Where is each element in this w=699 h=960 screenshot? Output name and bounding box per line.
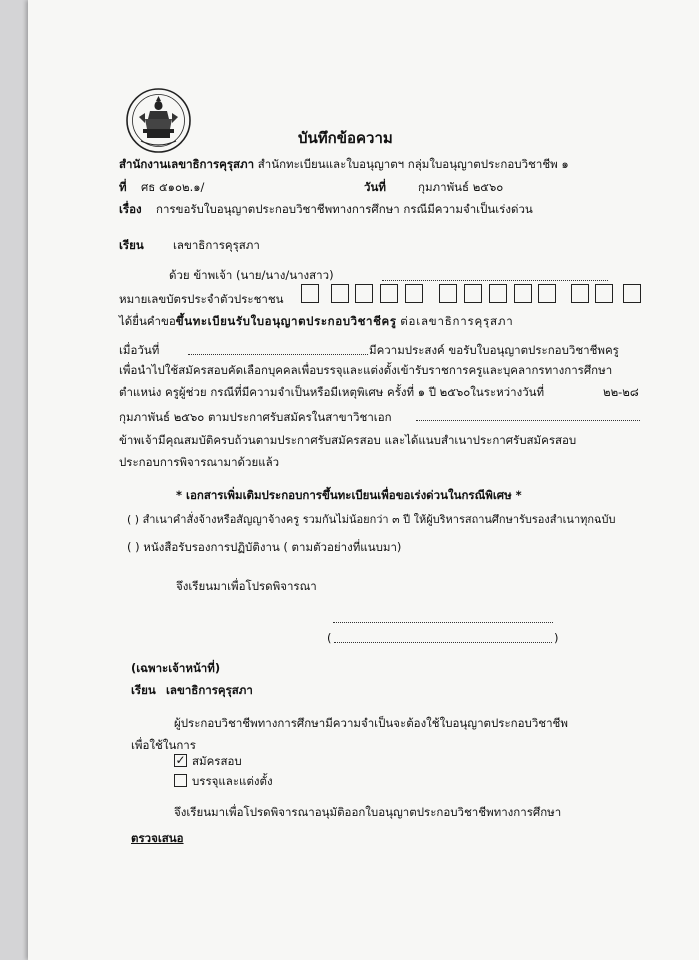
- subject-value: การขอรับใบอนุญาตประกอบวิชาชีพทางการศึกษา กรณีมีความจำเป็นเร่งด่วน: [156, 202, 533, 216]
- id-digit-box[interactable]: [439, 284, 457, 303]
- staff-to-label: เรียน: [131, 683, 156, 697]
- date-range: ๒๒-๒๘: [603, 385, 639, 399]
- id-card-label: หมายเลขบัตรประจำตัวประชาชน: [119, 292, 284, 306]
- to-label: เรียน: [119, 238, 144, 252]
- ref-label: ที่: [119, 180, 127, 194]
- agency-label: สำนักงานเลขาธิการคุรุสภา: [119, 157, 255, 171]
- application-prefix: ได้ยื่นคำขอ: [119, 314, 176, 328]
- ref-value: ศธ ๕๑๐๒.๑/: [141, 180, 205, 194]
- exam-option-label: สมัครสอบ: [192, 754, 242, 768]
- agency-detail: สำนักทะเบียนและใบอนุญาตฯ กลุ่มใบอนุญาตประกอบวิชาชีพ ๑: [257, 157, 569, 171]
- date-line-label: เมื่อวันที่: [119, 343, 160, 357]
- id-digit-box[interactable]: [538, 284, 556, 303]
- staff-paragraph: ผู้ประกอบวิชาชีพทางการศึกษามีความจำเป็นจะต้องใช้ใบอนุญาตประกอบวิชาชีพ: [174, 716, 568, 730]
- agency-line: [119, 157, 569, 171]
- document-page: [28, 0, 699, 960]
- id-digit-box[interactable]: [355, 284, 373, 303]
- id-digit-box[interactable]: [595, 284, 613, 303]
- staff-paragraph-2: เพื่อใช้ในการ: [131, 738, 196, 752]
- appointment-option-label: บรรจุและแต่งตั้ง: [192, 774, 273, 788]
- id-digit-box[interactable]: [301, 284, 319, 303]
- extra-docs-heading: * เอกสารเพิ่มเติมประกอบการขึ้นทะเบียนเพื่อขอเร่งด่วนในกรณีพิเศษ *: [176, 488, 522, 502]
- submit-label: ตรวจเสนอ: [131, 831, 184, 845]
- application-suffix: ต่อเลขาธิการคุรุสภา: [400, 314, 514, 328]
- id-digit-box[interactable]: [489, 284, 507, 303]
- applicant-name-line: ด้วย ข้าพเจ้า (นาย/นาง/นางสาว): [169, 268, 334, 282]
- purpose-line: มีความประสงค์ ขอรับใบอนุญาตประกอบวิชาชีพครู: [369, 343, 619, 357]
- date-label: วันที่: [364, 180, 386, 194]
- qualification-line-2: ประกอบการพิจารณามาด้วยแล้ว: [119, 455, 280, 469]
- staff-only-heading: (เฉพาะเจ้าหน้าที่): [131, 661, 221, 675]
- application-date-blank[interactable]: [188, 354, 368, 355]
- applicant-name-blank[interactable]: [382, 280, 608, 281]
- qualification-line: ข้าพเจ้ามีคุณสมบัติครบถ้วนตามประกาศรับสมัครสอบ และได้แนบสำเนาประกาศรับสมัครสอบ: [119, 433, 577, 447]
- to-value: เลขาธิการคุรุสภา: [173, 238, 260, 252]
- extra-doc-item-2[interactable]: ( ) หนังสือรับรองการปฏิบัติงาน ( ตามตัวอย่างที่แนบมา): [127, 540, 402, 554]
- signature-paren-open: (: [327, 631, 332, 645]
- memo-title: บันทึกข้อความ: [298, 129, 393, 147]
- appointment-checkbox[interactable]: [174, 774, 187, 787]
- purpose-detail-line: เพื่อนำไปใช้สมัครสอบคัดเลือกบุคคลเพื่อบรรจุและแต่งตั้งเข้ารับราชการครูและบุคลากรทางการศึกษา: [119, 363, 613, 377]
- id-digit-box[interactable]: [405, 284, 423, 303]
- major-blank[interactable]: [416, 420, 640, 421]
- exam-checkbox[interactable]: ✓: [175, 753, 186, 767]
- id-digit-box[interactable]: [623, 284, 641, 303]
- id-digit-box[interactable]: [571, 284, 589, 303]
- id-digit-box[interactable]: [331, 284, 349, 303]
- staff-closing: จึงเรียนมาเพื่อโปรดพิจารณาอนุมัติออกใบอนุญาตประกอบวิชาชีพทางการศึกษา: [174, 805, 562, 819]
- extra-doc-item-1[interactable]: ( ) สำเนาคำสั่งจ้างหรือสัญญาจ้างครู รวมกันไม่น้อยกว่า ๓ ปี ให้ผู้บริหารสถานศึกษารับรองสำเนาทุกฉบับ: [127, 513, 616, 526]
- signature-paren-close: ): [554, 631, 559, 645]
- printed-name-line[interactable]: [334, 642, 552, 643]
- id-digit-box[interactable]: [514, 284, 532, 303]
- closing-text: จึงเรียนมาเพื่อโปรดพิจารณา: [176, 579, 317, 593]
- id-digit-box[interactable]: [380, 284, 398, 303]
- staff-to-value: เลขาธิการคุรุสภา: [166, 683, 253, 697]
- subject-major-line: กุมภาพันธ์ ๒๕๖๐ ตามประกาศรับสมัครในสาขาวิชาเอก: [119, 410, 392, 424]
- date-value: กุมภาพันธ์ ๒๕๖๐: [418, 180, 504, 194]
- khurusapha-seal-logo: [125, 87, 192, 154]
- position-line: ตำแหน่ง ครูผู้ช่วย กรณีที่มีความจำเป็นหรือมีเหตุพิเศษ ครั้งที่ ๑ ปี ๒๕๖๐ในระหว่างวันที่: [119, 385, 545, 399]
- subject-label: เรื่อง: [119, 202, 142, 216]
- id-digit-box[interactable]: [464, 284, 482, 303]
- signature-line[interactable]: [333, 622, 553, 623]
- application-type: ขึ้นทะเบียนรับใบอนุญาตประกอบวิชาชีครู: [175, 314, 397, 328]
- application-line: [119, 314, 513, 328]
